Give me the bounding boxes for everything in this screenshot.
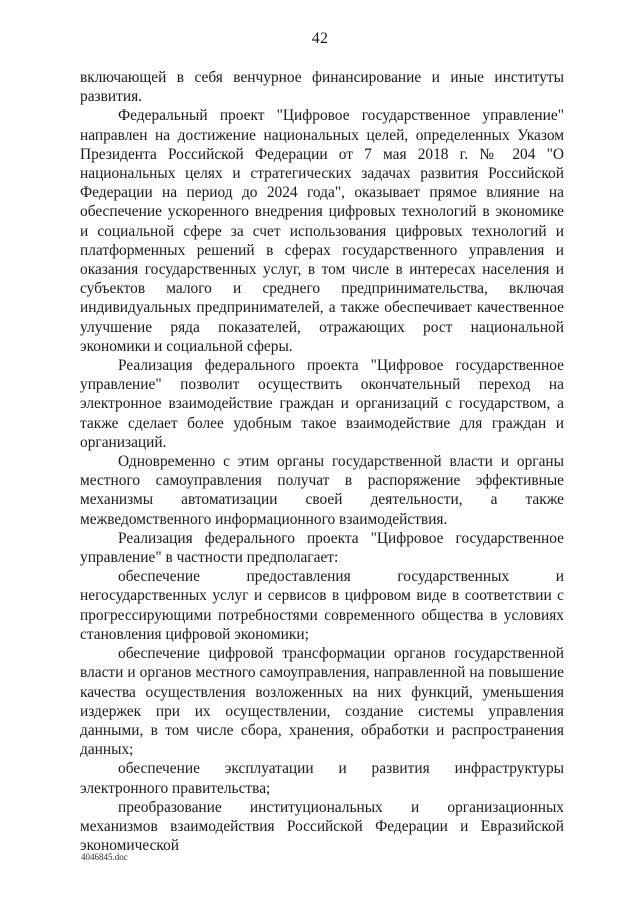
paragraph-5: Реализация федерального проекта "Цифровое государственное управление" в частности предполагает: [80,529,564,567]
paragraph-4: Одновременно с этим органы государственной власти и органы местного самоуправления получат в распоряжение эффективные механизмы автоматизации своей деятельности, а также межведомственного информационного взаимодействия. [80,453,564,528]
page-number: 42 [311,30,329,47]
paragraph-6: обеспечение предоставления государственных и негосударственных услуг и сервисов в цифровом виде в соответствии с прогрессирующими потребностями современного общества в условиях становления цифровой экономики; [80,568,564,643]
paragraph-2: Федеральный проект "Цифровое государственное управление" направлен на достижение национальных целей, определенных Указом Президента Российской Федерации от 7 мая 2018 г. № 204 "О национальных целях и стратегических задачах развития Российской Федерации на период до 2024 года", оказывает прямое влияние на обеспечение ускоренного внедрения цифровых технологий в экономике и социальной сфере за счет использования цифровых технологий и платформенных решений в сферах государственного управления и оказания государственных услуг, в том числе в интересах населения и субъектов малого и среднего предпринимательства, включая индивидуальных предпринимателей, а также обеспечивает качественное улучшение ряда показателей, отражающих рост национальной экономики и социальной сферы. [80,107,564,355]
paragraph-1: включающей в себя венчурное финансирование и иные институты развития. [80,69,564,106]
paragraph-8: обеспечение эксплуатации и развития инфраструктуры электронного правительства; [80,760,564,797]
document-file-reference: 4046845.doc [81,852,128,862]
paragraph-7: обеспечение цифровой трансформации органов государственной власти и органов местного самоуправления, направленной на повышение качества осуществления возложенных на них функций, уменьшения издержек при их осуществлении, создание системы управления данными, в том числе сбора, хранения, обработки и распространения данных; [80,645,564,759]
paragraph-9: преобразование институциональных и организационных механизмов взаимодействия Российской Федерации и Евразийской экономической [80,798,564,855]
document-body [80,68,564,855]
paragraph-3: Реализация федерального проекта "Цифровое государственное управление" позволит осуществить окончательный переход на электронное взаимодействие граждан и организаций с государством, а также сделает более удобным такое взаимодействие для граждан и организаций. [80,357,564,451]
